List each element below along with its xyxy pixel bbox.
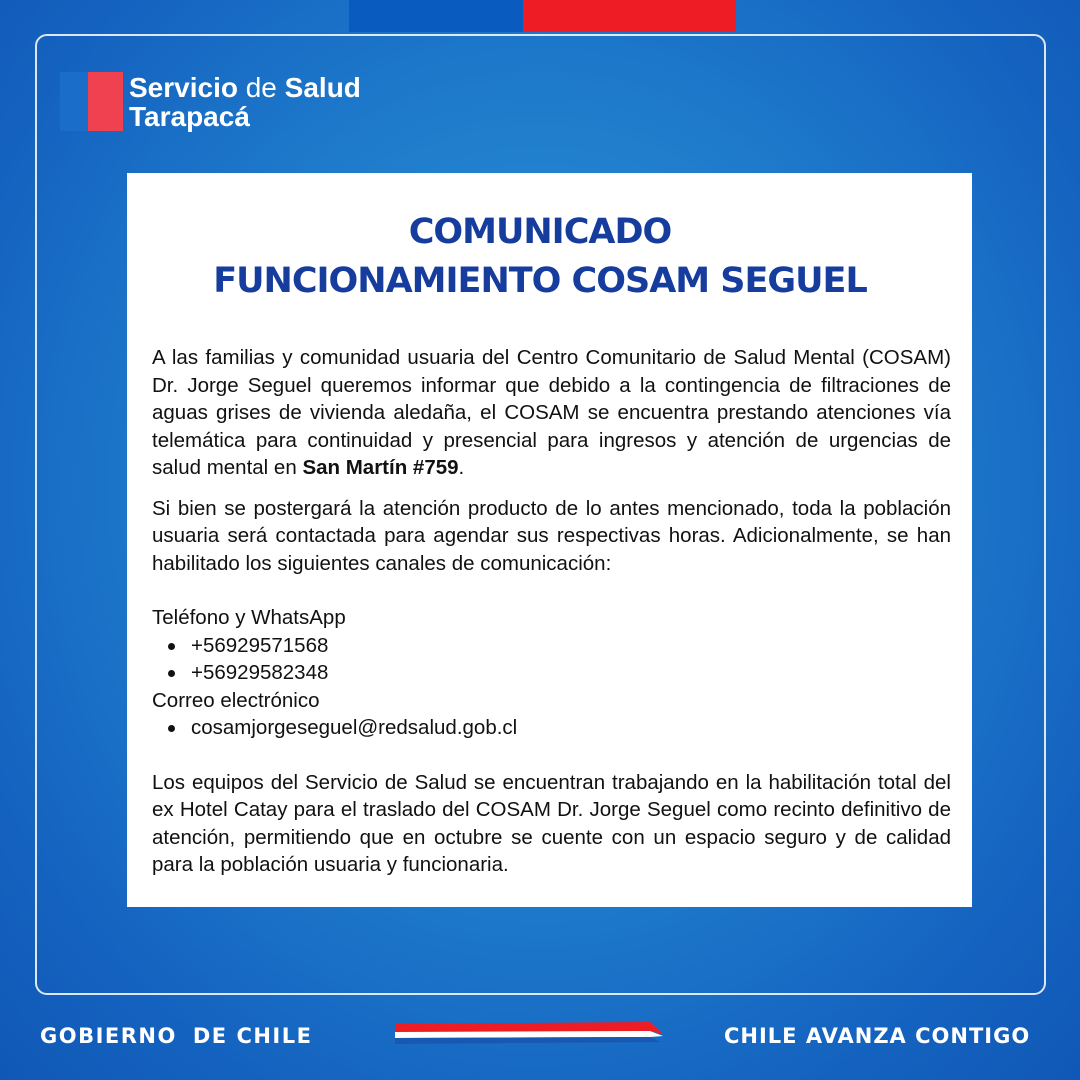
footer-slogan: CHILE AVANZA CONTIGO	[724, 1024, 1031, 1048]
email-label: Correo electrónico	[152, 688, 320, 712]
top-flag-bar-blue	[349, 0, 523, 32]
address-highlight: San Martín #759	[302, 456, 459, 479]
top-flag-bar-red	[523, 0, 736, 32]
title-line-2: FUNCIONAMIENTO COSAM SEGUEL	[213, 261, 867, 301]
logo-text	[129, 73, 361, 131]
bullet-icon	[168, 725, 175, 732]
logo-word-de: de	[245, 72, 277, 103]
phone-item: +56929582348	[152, 659, 951, 687]
announcement-body	[152, 344, 951, 879]
servicio-salud-logo	[60, 72, 361, 131]
phone-item: +56929571568	[152, 632, 951, 660]
flag-stripe-icon	[395, 1022, 665, 1044]
email-list	[152, 714, 951, 742]
email-item: cosamjorgeseguel@redsalud.gob.cl	[152, 714, 951, 742]
bullet-icon	[168, 643, 175, 650]
logo-mark-icon	[60, 72, 123, 131]
paragraph-1: A las familias y comunidad usuaria del Centro Comunitario de Salud Mental (COSAM) Dr. Jorge Seguel queremos informar que debido a la contingencia de filtraciones de aguas grises de vivienda aledaña, el COSAM se encuentra prestando atenciones vía telemática para continuidad y presencial para ingresos y atención de urgencias de salud mental en San Martín #759.	[152, 346, 951, 479]
paragraph-2: Si bien se postergará la atención producto de lo antes mencionado, toda la población usuaria será contactada para agendar sus respectivas horas. Adicionalmente, se han habilitado los siguientes canales de comunicación:	[152, 496, 951, 575]
paragraph-3: Los equipos del Servicio de Salud se encuentran trabajando en la habilitación total del ex Hotel Catay para el traslado del COSAM Dr. Jorge Seguel como recinto definitivo de atención, permitiendo que en octubre se cuente con un espacio seguro y de calidad para la población usuaria y funcionaria.	[152, 770, 951, 876]
logo-word-salud: Salud	[284, 72, 361, 103]
bullet-icon	[168, 670, 175, 677]
title-line-1: COMUNICADO	[408, 212, 672, 252]
phone-list	[152, 632, 951, 687]
logo-word-servicio: Servicio	[129, 72, 238, 103]
footer-gobierno: GOBIERNO DE CHILE	[40, 1024, 313, 1048]
announcement-title	[0, 208, 1080, 306]
phone-label: Teléfono y WhatsApp	[152, 606, 346, 629]
contact-channels	[152, 604, 951, 742]
logo-word-tarapaca: Tarapacá	[129, 101, 250, 132]
